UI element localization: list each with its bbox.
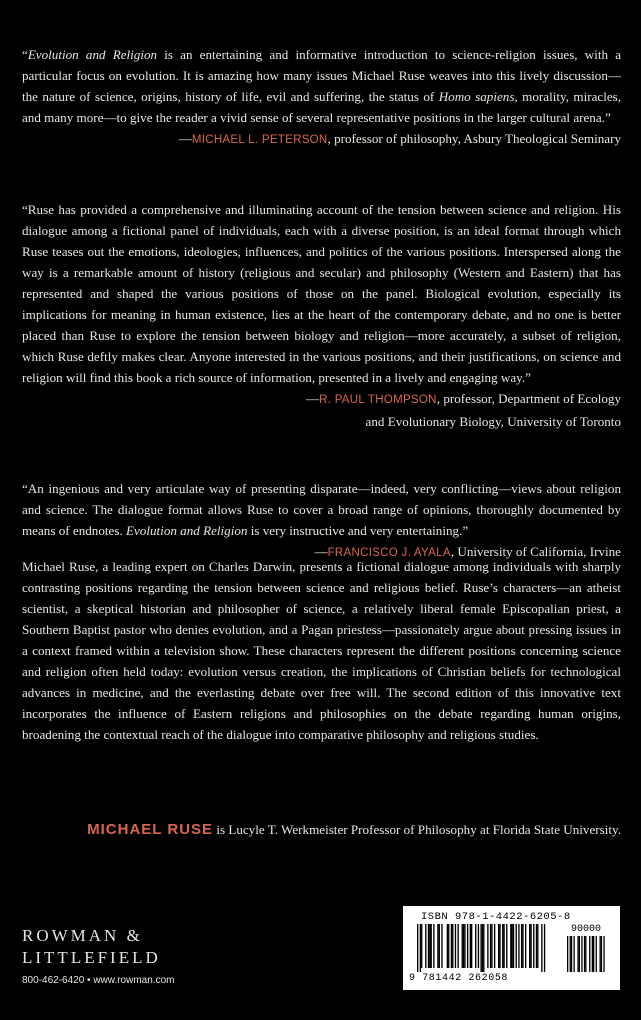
publisher-name-line1: ROWMAN & [22, 926, 143, 945]
barcode-bar [510, 924, 511, 968]
publisher-logo [22, 925, 222, 986]
isbn-barcode [403, 906, 620, 990]
quote-author: MICHAEL L. PETERSON [191, 134, 328, 146]
barcode-addon-bar [600, 936, 601, 972]
quote-thompson [22, 199, 621, 432]
barcode-bar [487, 924, 488, 968]
quote-peterson [22, 44, 621, 151]
barcode-bar [494, 924, 495, 968]
barcode-bar [521, 924, 522, 968]
barcode-addon-bar [601, 936, 602, 972]
barcode-bar [448, 924, 449, 968]
barcode-bar [516, 924, 517, 968]
barcode-bar [420, 924, 421, 972]
barcode-bar [533, 924, 534, 968]
quote-author: FRANCISCO J. AYALA [327, 547, 451, 559]
barcode-bar [512, 924, 513, 968]
barcode-bar [455, 924, 456, 968]
barcode-addon-bar [589, 936, 590, 972]
barcode-addon-bar [574, 936, 575, 972]
barcode-bar [483, 924, 484, 972]
barcode-bar [529, 924, 530, 968]
quote-ayala [22, 478, 621, 564]
barcode-bar [506, 924, 507, 968]
barcode-bar [463, 924, 464, 968]
barcode-addon-bar [585, 936, 586, 972]
barcode-bars [417, 924, 607, 972]
barcode-bar [482, 924, 483, 972]
quote-thompson-attribution: —R. PAUL THOMPSON, professor, Department of Ecology and Evolutionary Biology, University of Toronto [306, 391, 621, 429]
barcode-bar [451, 924, 452, 968]
barcode-bar [470, 924, 471, 968]
barcode-bar [525, 924, 526, 968]
barcode-bar [425, 924, 426, 968]
quote-ayala-attribution: —FRANCISCO J. AYALA, University of California, Irvine [314, 544, 621, 559]
barcode-bar [518, 924, 519, 968]
barcode-bar [439, 924, 440, 968]
barcode-bar [490, 924, 491, 968]
isbn-label: ISBN 978-1-4422-6205-8 [421, 911, 571, 923]
quote-thompson-text: “Ruse has provided a comprehensive and illuminating account of the tension between science and religion. His dialogue among a fictional panel of individuals, each with a diverse position, is an ideal format through which Ruse teases out the emotions, ideologies, influences, and politics of the various positions. Interspersed along the way is a remarkable amount of history (religious and secular) and philosophy (Western and Eastern) that has represented and shaped the various positions of those on the panel. Biological evolution, especially its implications for meaning in human existence, lies at the heart of the contemporary debate, and no one is better placed than Ruse to explore the tension between biology and religion—more accurately, a subset of religion, which Ruse deftly makes clear. Anyone interested in the various positions, and their justifications, on science and religion will find this book a rich source of information, presented in a lively and engaging way.” [22, 202, 621, 385]
barcode-bar [431, 924, 432, 968]
barcode-addon-bar [596, 936, 597, 972]
barcode-addon-bar [567, 936, 568, 972]
quote-peterson-attribution: —MICHAEL L. PETERSON, professor of philosophy, Asbury Theological Seminary [178, 131, 621, 146]
barcode-addon-bar [570, 936, 571, 972]
quote-author: R. PAUL THOMPSON [319, 394, 437, 406]
barcode-bar [503, 924, 504, 968]
barcode-bar [541, 924, 542, 972]
barcode-bar [522, 924, 523, 968]
barcode-addon-bar [603, 936, 604, 972]
barcode-bar [478, 924, 479, 968]
barcode-addon-bar [593, 936, 594, 972]
barcode-bar [447, 924, 448, 968]
barcode-bar [462, 924, 463, 968]
barcode-bar [502, 924, 503, 968]
author-name: MICHAEL RUSE [87, 821, 214, 838]
price-code: 90000 [571, 924, 602, 935]
barcode-addon-bar [577, 936, 578, 972]
barcode-bar [499, 924, 500, 968]
author-bio: MICHAEL RUSE is Lucyle T. Werkmeister Professor of Philosophy at Florida State University. [87, 821, 621, 838]
barcode-addon-bar [571, 936, 572, 972]
barcode-bar [458, 924, 459, 968]
barcode-bar [498, 924, 499, 968]
barcode-bar [467, 924, 468, 968]
publisher-contact: 800-462-6420 • www.rowman.com [22, 975, 175, 986]
barcode-bar [452, 924, 453, 968]
barcode-digits: 9 781442 262058 [409, 973, 509, 984]
book-description: Michael Ruse, a leading expert on Charles Darwin, presents a fictional dialogue among individuals with sharply contrasting positions regarding the tension between science and religious belief. Ruse’s characters—an atheist scientist, a skeptical historian and philosopher of science, a relatively liberal female Episcopalian priest, a Southern Baptist pastor who denies evolution, and a Pagan priestess—passionately argue about pressing issues in a context framed within a television show. These characters represent the different positions concerning science and religion often held today: evolution versus creation, the implications of Christian beliefs for technological advances in medicine, and the everlasting debate over free will. The second edition of this innovative text incorporates the influence of Eastern religions and philosophies on the debate regarding human origins, broadening the contextual reach of the dialogue into comparative philosophy and religious studies. [22, 559, 621, 742]
barcode-bar [544, 924, 545, 972]
barcode-bar [491, 924, 492, 968]
barcode-bar [537, 924, 538, 968]
barcode-addon-bar [581, 936, 582, 972]
book-title-italic: Evolution and Religion [27, 47, 158, 62]
barcode-bar [513, 924, 514, 968]
barcode-addon-bar [592, 936, 593, 972]
barcode-bar [536, 924, 537, 968]
barcode-bar [417, 924, 418, 972]
barcode-bar [471, 924, 472, 968]
quote-ayala-text: “An ingenious and very articulate way of presenting disparate—indeed, very conflicting—views about religion and science. The dialogue format allows Ruse to cover a broad range of opinions, thoroughly documented by means of endnotes. Evolution and Religion is very instructive and very entertaining.” [22, 481, 621, 538]
barcode-bar [421, 924, 422, 968]
quote-peterson-text: “Evolution and Religion is an entertaining and informative introduction to science-religion issues, with a particular focus on evolution. It is amazing how many issues Michael Ruse weaves into this lively discussion—the nature of science, origins, history of life, evil and suffering, the status of Homo sapiens, morality, miracles, and many more—to give the reader a vivid sense of several representative positions in the larger cultural arena.” [22, 47, 622, 125]
barcode-bar [464, 924, 465, 968]
barcode-bar [433, 924, 434, 968]
barcode-addon-bar [579, 936, 580, 972]
barcode-bar [480, 924, 481, 972]
barcode-bar [530, 924, 531, 968]
barcode-bar [428, 924, 429, 968]
publisher-name-line2: LITTLEFIELD [22, 948, 161, 967]
barcode-bar [475, 924, 476, 968]
barcode-bar [437, 924, 438, 968]
barcode-bar [441, 924, 442, 968]
barcode-bar [429, 924, 430, 968]
barcode-addon-bar [584, 936, 585, 972]
